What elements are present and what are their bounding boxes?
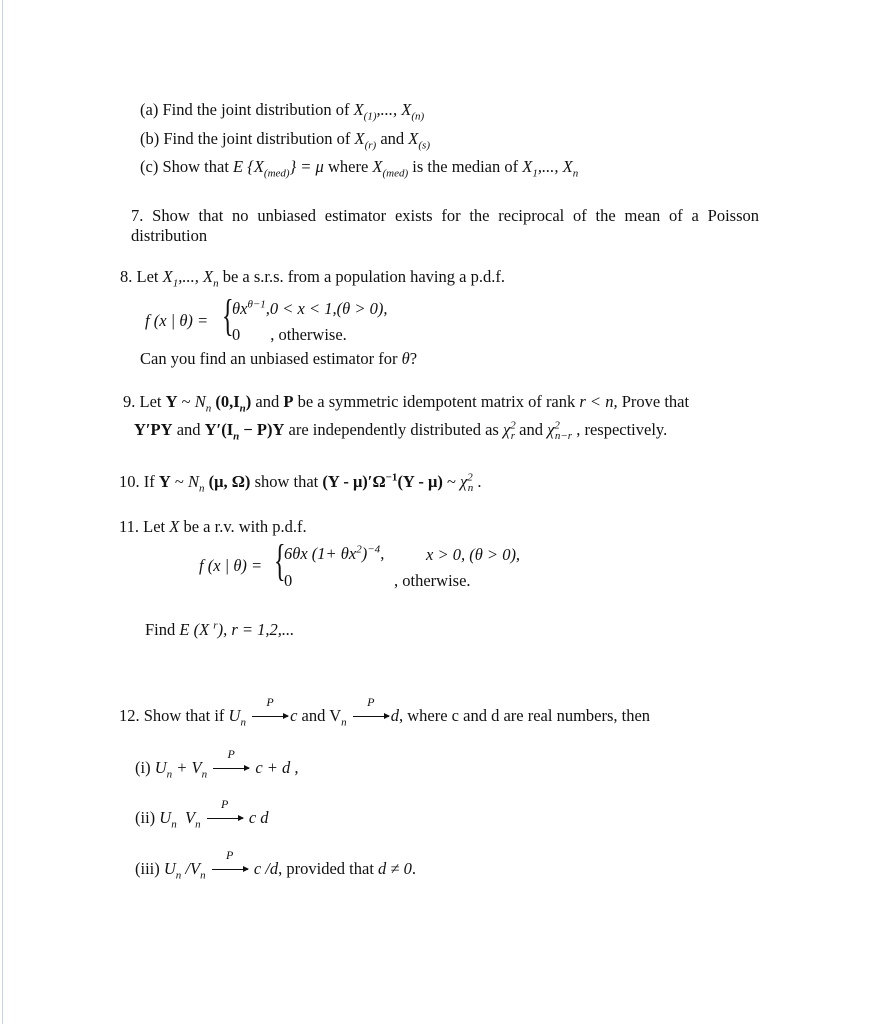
q11-intro xyxy=(119,517,307,537)
q8-case-1 xyxy=(232,299,387,319)
q12-i-result: c + d , xyxy=(255,758,299,777)
q11-x: X xyxy=(169,517,180,536)
q8-intro xyxy=(120,267,505,290)
q8-intro-math: $X_1$,..., $X_n$ xyxy=(162,267,219,290)
q8-question-end: ? xyxy=(409,349,418,368)
q8-question-text: Can you find an unbiased estimator for xyxy=(140,349,402,368)
q10-quad-form: $(Y - \mu)'\Omega^{-1}(Y - \mu)$ xyxy=(322,471,443,491)
q6-a-math: $X_{(1)}$,..., $X_{(n)}$ xyxy=(353,100,425,123)
q12-ii-p: P xyxy=(221,797,229,811)
q12-i-arrow xyxy=(211,747,251,778)
q8-case2-cond: , otherwise. xyxy=(270,325,347,344)
q12-part-iii xyxy=(135,848,416,882)
q9-respectively: , respectively. xyxy=(572,420,668,439)
q12-iii-arrow xyxy=(210,848,250,879)
q7-line-2: distribution xyxy=(131,226,208,245)
q12-ii-label: (ii) xyxy=(135,808,160,827)
q6-part-c xyxy=(140,157,579,180)
q9-line-2 xyxy=(134,419,668,443)
q6-c-text: (c) Show that xyxy=(140,157,234,176)
q12-i-label: (i) xyxy=(135,758,155,777)
q10-chi: $\chi^2_n$ xyxy=(460,471,474,495)
q12-ii-arrow xyxy=(205,797,245,828)
q9-chi-2: $\chi^2_{n-r}$ xyxy=(547,419,573,443)
q11-case2-cond: , otherwise. xyxy=(394,571,471,590)
q8-question xyxy=(140,349,417,369)
q8-case1-expr: θx xyxy=(232,299,248,318)
q12-iii-result: c /d xyxy=(253,859,279,878)
q12-iii-label: (iii) xyxy=(135,859,164,878)
q8-fx-label: f (x | θ) = xyxy=(145,311,209,330)
q6-c-math1: E $\{X_{(med)}\} = \mu$ xyxy=(233,157,324,180)
q6-part-a xyxy=(140,100,425,123)
q9-and-3: and xyxy=(515,420,548,439)
q10-if: 10. If xyxy=(119,472,159,491)
q12-i-math: $U_n + V_n$ xyxy=(154,758,208,781)
q6-c-rest: is the median of xyxy=(408,157,523,176)
q8-question-sym: θ xyxy=(401,349,410,368)
q6-b-math: $X_{(r)}$ xyxy=(354,129,377,152)
q11-find-math: E (X $^r$), r = 1,2,... xyxy=(179,619,295,639)
q6-c-math3: $X_1$,..., $X_n$ xyxy=(522,157,579,180)
q12-prob-arrow-1 xyxy=(250,695,290,726)
q11-let: 11. Let xyxy=(119,517,170,536)
q10-y: Y xyxy=(158,472,171,491)
q12-un: $U_n$ xyxy=(228,706,246,729)
q8-case1-exp: θ−1 xyxy=(247,298,266,311)
q11-case-2 xyxy=(284,571,292,591)
q8-case-2 xyxy=(232,325,347,345)
q9-distributed: are independently distributed as xyxy=(284,420,503,439)
q9-prove: Prove that xyxy=(617,392,690,411)
q9-and: and xyxy=(251,392,284,411)
q12-show: 12. Show that if xyxy=(119,706,229,725)
q9-let: 9. Let xyxy=(123,392,166,411)
q12-part-ii xyxy=(135,797,269,831)
q11-case1-cond: x > 0, (θ > 0), xyxy=(426,545,521,564)
q12-part-i xyxy=(135,747,299,781)
q11-case2-expr: 0 xyxy=(284,571,293,590)
q10-end: . xyxy=(473,472,482,491)
q9-form-1: Y′PY xyxy=(134,420,173,439)
q8-brace: { xyxy=(222,291,234,340)
q11-case-1 xyxy=(284,544,384,564)
q12-ii-math: $U_n$ $V_n$ xyxy=(159,808,201,831)
q9-rank: r < n, xyxy=(579,392,618,411)
q12-iii-rest: , provided that xyxy=(278,859,379,878)
q8-case2-expr: 0 xyxy=(232,325,241,344)
q11-find xyxy=(145,620,294,640)
q11-brace: { xyxy=(274,536,286,585)
q9-desc: be a symmetric idempotent matrix of rank xyxy=(293,392,580,411)
q9-p-matrix: P xyxy=(283,392,294,411)
q12-d: d xyxy=(390,706,399,725)
q8-intro-rest: be a s.r.s. from a population having a p.d.f. xyxy=(218,267,505,286)
q11-find-text: Find xyxy=(145,620,180,639)
q11-case-1-cond xyxy=(426,545,520,565)
q9-and-2: and xyxy=(172,420,205,439)
q10-show: show that xyxy=(250,472,323,491)
q12-c: c xyxy=(290,706,298,725)
q12-iii-p: P xyxy=(226,848,234,862)
q12-p-label-1: P xyxy=(266,695,274,709)
q12-and: and xyxy=(297,706,330,725)
q6-c-mid: where xyxy=(323,157,373,176)
q11-case-2-cond xyxy=(394,571,471,591)
q9-line-1: 9. Let Y ~ $N_n$ $(0,I_n)$ and P be a symmetric idempotent matrix of rank r < n, Prove that xyxy=(123,392,690,415)
q12-p-label-2: P xyxy=(367,695,375,709)
q9-chi-1: $\chi^2_r$ xyxy=(502,419,516,443)
q12-prob-arrow-2 xyxy=(351,695,391,726)
q7-line-1: 7. Show that no unbiased estimator exists for the reciprocal of the mean of a Poisson xyxy=(131,206,759,225)
q11-case1-expr: 6θx $(1+ \theta x^2)^{-4}$, xyxy=(284,543,385,563)
q11-intro-rest: be a r.v. with p.d.f. xyxy=(179,517,307,536)
q6-b-text: (b) Find the joint distribution of xyxy=(140,129,355,148)
q12-intro: 12. Show that if $U_n$ P c and $V_n$ P d, where c and d are real numbers, then xyxy=(119,706,650,726)
q10-line: 10. If Y ~ $N_n$ (μ, Ω) show that $(Y - \mu)'\Omega^{-1}(Y - \mu)$ ~ $\chi^2_n$ . xyxy=(119,471,482,495)
q9-y-dist: Y xyxy=(165,392,178,411)
q11-fx xyxy=(199,556,262,576)
q6-part-b: (b) Find the joint distribution of $X_{(r)}$ and $X_{(s)}$ xyxy=(140,129,430,152)
q12-iii-cond: d ≠ 0 xyxy=(378,859,412,878)
q12-rest: , where c and d are real numbers, then xyxy=(399,706,651,725)
q12-i-p: P xyxy=(227,747,235,761)
q8-fx xyxy=(145,311,208,331)
q6-a-text: (a) Find the joint distribution of xyxy=(140,100,354,119)
q12-ii-result: c d xyxy=(248,808,269,827)
q9-form-2: $Y'(I_n - P)Y$ xyxy=(204,420,285,443)
q11-fx-label: f (x | θ) = xyxy=(199,556,263,575)
q8-case1-cond: ,0 < x < 1,(θ > 0), xyxy=(265,299,388,318)
q12-iii-math: $U_n$ $/V_n$ xyxy=(163,859,206,882)
q8-intro-text: 8. Let xyxy=(120,267,163,286)
q12-iii-end: . xyxy=(411,859,416,878)
q6-c-math2: $X_{(med)}$ xyxy=(372,157,409,180)
